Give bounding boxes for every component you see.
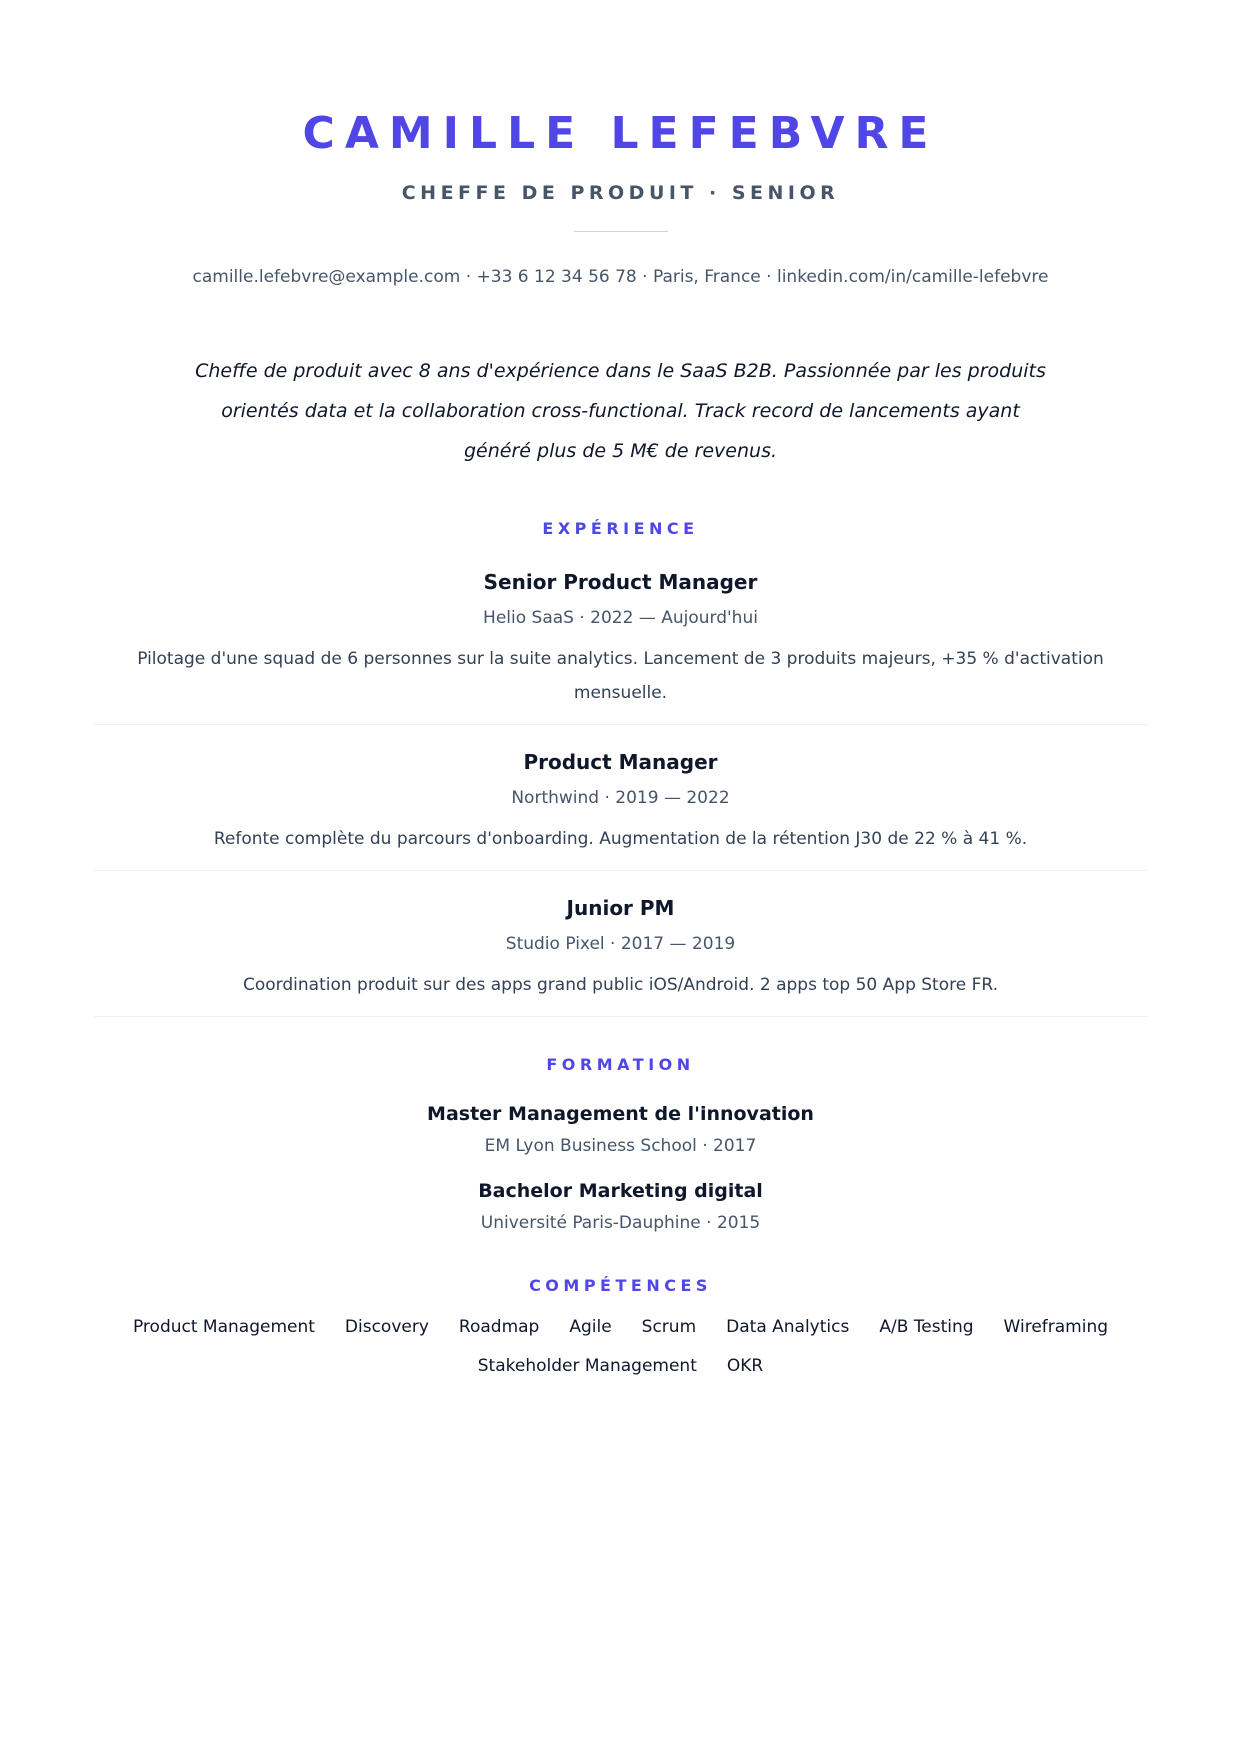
education-item — [94, 1101, 1147, 1157]
job-description: Pilotage d'une squad de 6 personnes sur la suite analytics. Lancement de 3 produits majeurs, +35 % d'activation mensuelle. — [137, 649, 1104, 703]
candidate-role: CHEFFE DE PRODUIT · SENIOR — [401, 182, 840, 204]
skill-tag: Scrum — [641, 1317, 697, 1337]
profile-summary: Cheffe de produit avec 8 ans d'expérience dans le SaaS B2B. Passionnée par les produits orientés data et la collaboration cross-functional. Track record de lancements ayant généré plus de 5 M€ de revenus. — [195, 360, 1046, 462]
degree-title: Bachelor Marketing digital — [478, 1180, 763, 1202]
job-description: Refonte complète du parcours d'onboarding. Augmentation de la rétention J30 de 22 % à 41 %. — [213, 829, 1028, 849]
resume-header — [94, 0, 1147, 289]
degree-meta: Université Paris-Dauphine · 2015 — [480, 1213, 761, 1233]
contact-line: camille.lefebvre@example.com · +33 6 12 34 56 78 · Paris, France · linkedin.com/in/camille-lefebvre — [192, 267, 1049, 287]
skill-tag: Stakeholder Management — [477, 1356, 697, 1376]
experience-section-title: EXPÉRIENCE — [542, 519, 699, 538]
job-meta: Helio SaaS · 2022 — Aujourd'hui — [483, 608, 758, 628]
education-section-title: FORMATION — [546, 1055, 695, 1074]
experience-item — [94, 569, 1147, 725]
skill-tag: A/B Testing — [879, 1317, 974, 1337]
degree-meta: EM Lyon Business School · 2017 — [484, 1136, 757, 1156]
job-meta: Northwind · 2019 — 2022 — [511, 788, 730, 808]
candidate-name: CAMILLE LEFEBVRE — [302, 108, 939, 159]
skill-tag: Discovery — [344, 1317, 429, 1337]
skill-tag: Roadmap — [458, 1317, 540, 1337]
education-section — [94, 1055, 1147, 1234]
skills-section-title: COMPÉTENCES — [529, 1276, 712, 1295]
job-description: Coordination produit sur des apps grand public iOS/Android. 2 apps top 50 App Store FR. — [243, 975, 998, 995]
job-meta: Studio Pixel · 2017 — 2019 — [505, 934, 736, 954]
header-divider — [574, 231, 668, 232]
experience-item — [94, 749, 1147, 871]
skill-tag: Data Analytics — [726, 1317, 850, 1337]
skill-tag: Agile — [569, 1317, 612, 1337]
skills-section — [94, 1276, 1147, 1378]
job-title: Product Manager — [523, 750, 718, 774]
experience-item — [94, 895, 1147, 1017]
skills-list — [121, 1316, 1121, 1378]
skill-tag: Product Management — [132, 1317, 315, 1337]
education-item — [94, 1178, 1147, 1234]
degree-title: Master Management de l'innovation — [427, 1103, 814, 1125]
job-title: Junior PM — [566, 896, 675, 920]
experience-section — [94, 519, 1147, 1017]
job-title: Senior Product Manager — [483, 570, 758, 594]
skill-tag: OKR — [726, 1356, 764, 1376]
skill-tag: Wireframing — [1003, 1317, 1109, 1337]
